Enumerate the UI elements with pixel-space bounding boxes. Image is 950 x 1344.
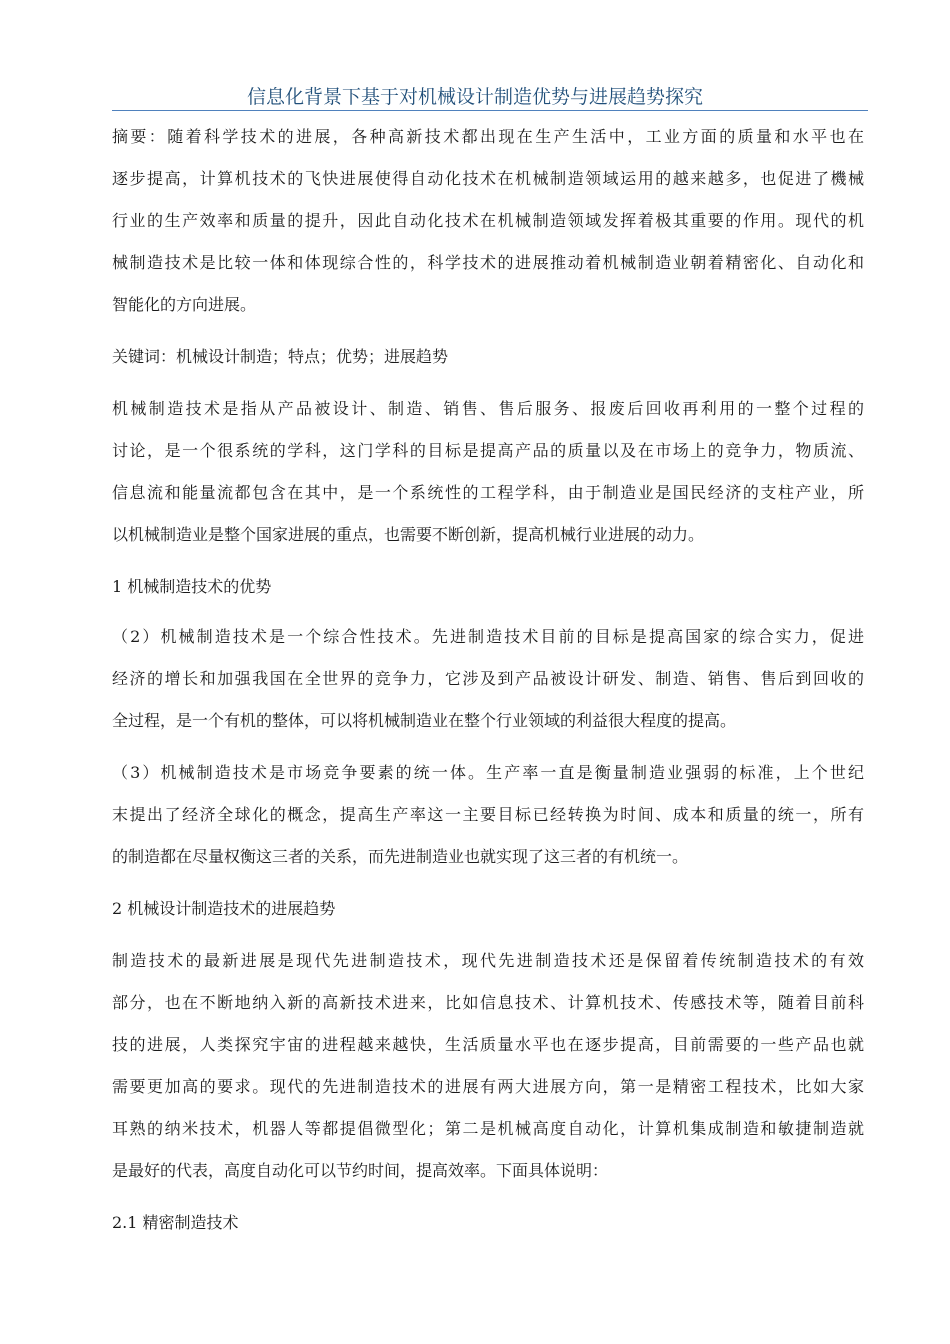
section-2-1-heading-line: 2.1 精密制造技术 — [112, 1213, 239, 1232]
point-3-paragraph-line: 的制造都在尽量权衡这三者的关系，而先进制造业也就实现了这三者的有机统一。 — [112, 847, 689, 866]
title-underline — [112, 110, 868, 111]
point-3-paragraph-line: 末提出了经济全球化的概念，提高生产率这一主要目标已经转换为时间、成本和质量的统一，所有 — [112, 805, 864, 824]
section-2-paragraph-line: 部分，也在不断地纳入新的高新技术进来，比如信息技术、计算机技术、传感技术等，随着目前科 — [112, 993, 864, 1012]
section-2-paragraph-line: 是最好的代表，高度自动化可以节约时间，提高效率。下面具体说明： — [112, 1161, 609, 1180]
keywords-paragraph-line: 关键词：机械设计制造；特点；优势；进展趋势 — [112, 347, 449, 366]
abstract-paragraph-line: 逐步提高，计算机技术的飞快进展使得自动化技术在机械制造领域运用的越来越多，也促进了機械 — [112, 169, 864, 188]
intro-paragraph-line: 信息流和能量流都包含在其中，是一个系统性的工程学科，由于制造业是国民经济的支柱产业，所 — [112, 483, 864, 502]
section-2-paragraph-line: 技的进展，人类探究宇宙的进程越来越快，生活质量水平也在逐步提高，目前需要的一些产品也就 — [112, 1035, 864, 1054]
document-title: 信息化背景下基于对机械设计制造优势与进展趋势探究 — [246, 86, 703, 108]
intro-paragraph-line: 讨论，是一个很系统的学科，这门学科的目标是提高产品的质量以及在市场上的竞争力，物质流、 — [112, 441, 864, 460]
intro-paragraph-line: 以机械制造业是整个国家进展的重点，也需要不断创新，提高机械行业进展的动力。 — [112, 525, 705, 544]
abstract-paragraph-line: 智能化的方向进展。 — [112, 295, 257, 314]
abstract-paragraph-line: 行业的生产效率和质量的提升，因此自动化技术在机械制造领域发挥着极其重要的作用。现代的机 — [112, 211, 864, 230]
point-2-paragraph-line: 经济的增长和加强我国在全世界的竞争力，它涉及到产品被设计研发、制造、销售、售后到回收的 — [112, 669, 864, 688]
section-2-paragraph-line: 耳熟的纳米技术，机器人等都提倡微型化；第二是机械高度自动化，计算机集成制造和敏捷制造就 — [112, 1119, 864, 1138]
section-2-heading-line: 2 机械设计制造技术的进展趋势 — [112, 899, 336, 918]
point-3-paragraph-line: （3）机械制造技术是市场竞争要素的统一体。生产率一直是衡量制造业强弱的标准，上个世纪 — [112, 763, 864, 782]
point-2-paragraph-line: （2）机械制造技术是一个综合性技术。先进制造技术目前的目标是提高国家的综合实力，促进 — [112, 627, 864, 646]
intro-paragraph-line: 机械制造技术是指从产品被设计、制造、销售、售后服务、报废后回收再利用的一整个过程的 — [112, 399, 864, 418]
section-1-heading-line: 1 机械制造技术的优势 — [112, 577, 272, 596]
section-2-paragraph-line: 制造技术的最新进展是现代先进制造技术，现代先进制造技术还是保留着传统制造技术的有效 — [112, 951, 864, 970]
abstract-paragraph-line: 械制造技术是比较一体和体现综合性的，科学技术的进展推动着机械制造业朝着精密化、自动化和 — [112, 253, 864, 272]
abstract-paragraph-line: 摘要：随着科学技术的进展，各种高新技术都出现在生产生活中，工业方面的质量和水平也在 — [112, 127, 864, 146]
point-2-paragraph-line: 全过程，是一个有机的整体，可以将机械制造业在整个行业领域的利益很大程度的提高。 — [112, 711, 737, 730]
section-2-paragraph-line: 需要更加高的要求。现代的先进制造技术的进展有两大进展方向，第一是精密工程技术，比如大家 — [112, 1077, 864, 1096]
